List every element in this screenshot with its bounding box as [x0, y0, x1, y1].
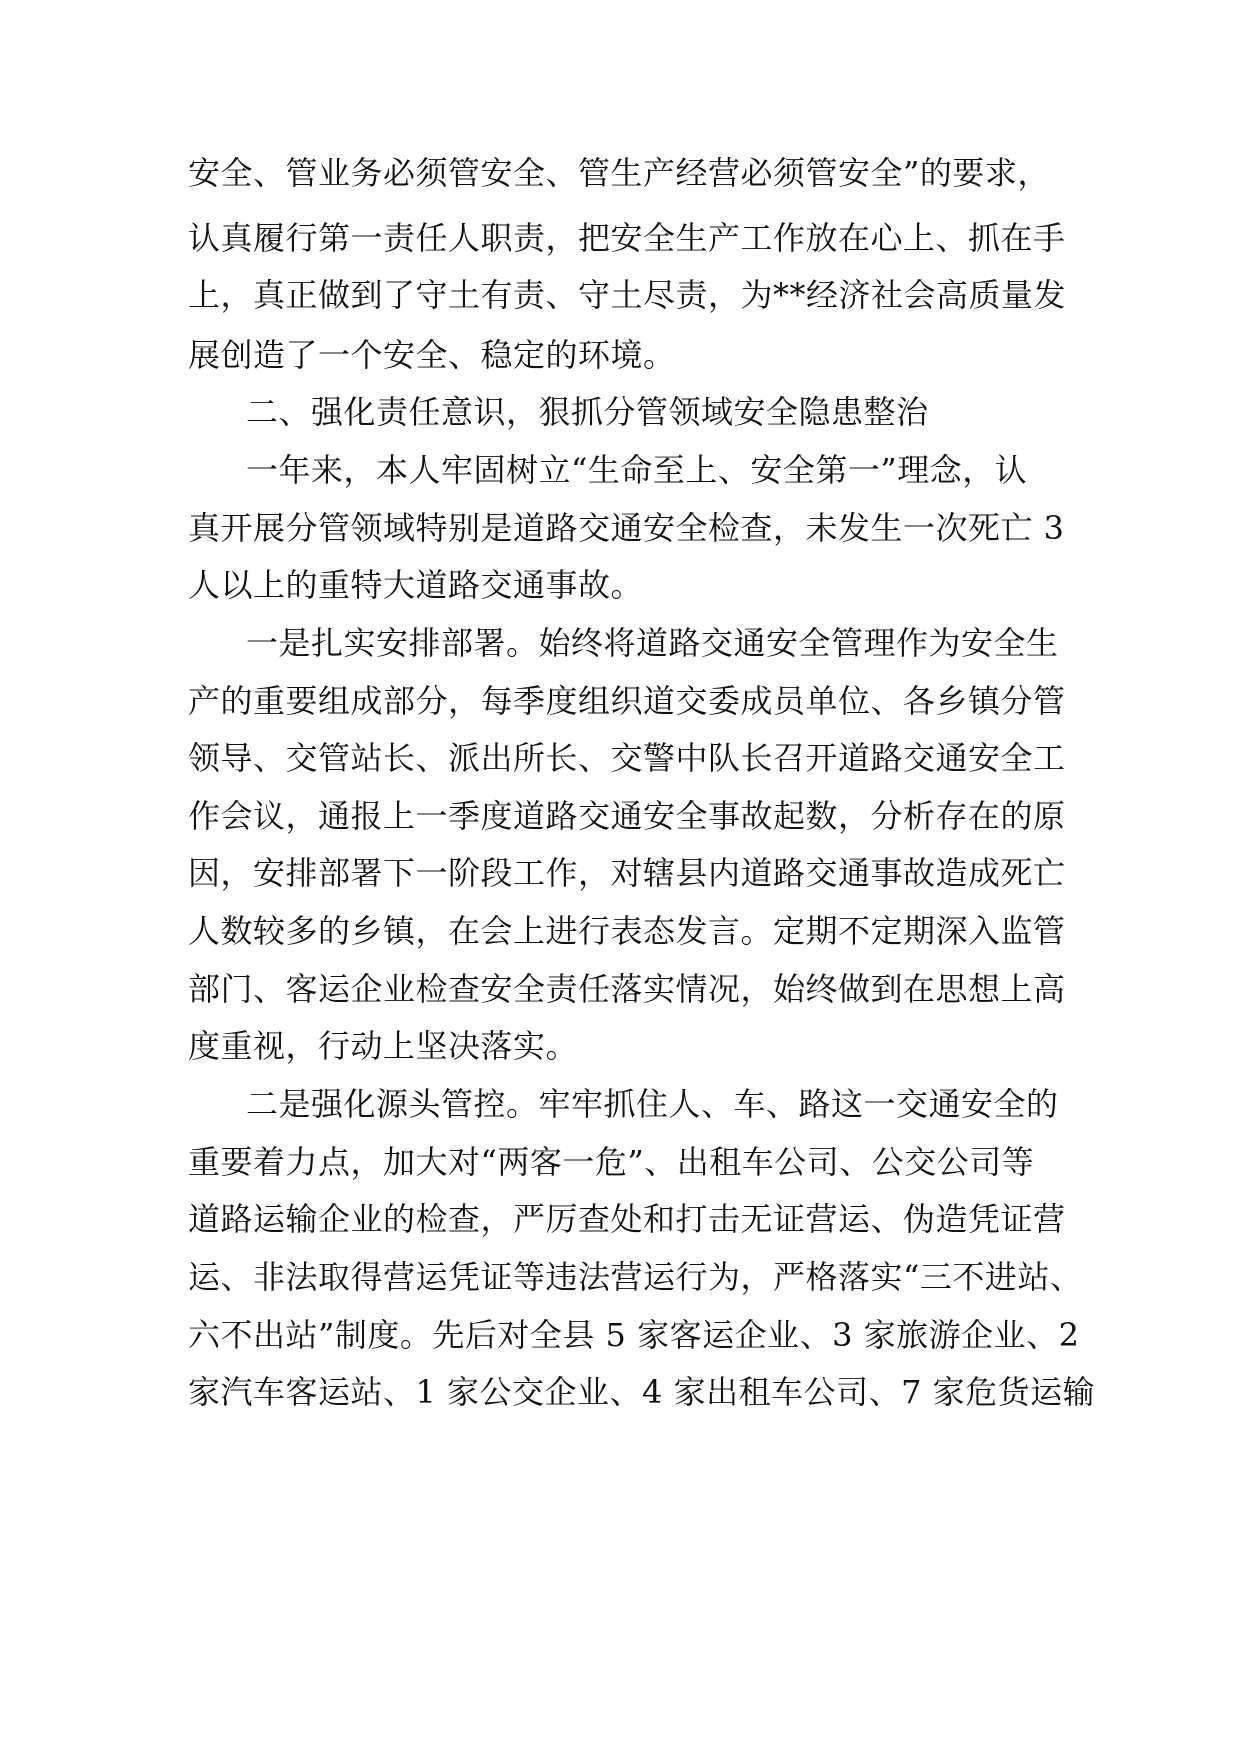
- text-line: 上，真正做到了守土有责、守土尽责，为**经济社会高质量发: [188, 276, 1067, 314]
- text-line: 认真履行第一责任人职责，把安全生产工作放在心上、抓在手: [188, 219, 1066, 257]
- text-line: 人以上的重特大道路交通事故。: [188, 566, 644, 604]
- text-line: 领导、交管站长、派出所长、交警中队长召开道路交通安全工: [188, 739, 1066, 777]
- text-line: 安全、管业务必须管安全、管生产经营必须管安全”的要求，: [188, 154, 1050, 192]
- text-line: 因，安排部署下一阶段工作，对辖县内道路交通事故造成死亡: [188, 854, 1066, 892]
- text-line: 一是扎实安排部署。始终将道路交通安全管理作为安全生: [246, 624, 1059, 662]
- text-line: 二是强化源头管控。牢牢抓住人、车、路这一交通安全的: [246, 1085, 1059, 1123]
- text-line: 一年来，本人牢固树立“生命至上、安全第一”理念，认: [246, 451, 1028, 489]
- text-line: 六不出站”制度。先后对全县 5 家客运企业、3 家旅游企业、2: [188, 1316, 1080, 1354]
- text-line: 人数较多的乡镇，在会上进行表态发言。定期不定期深入监管: [188, 912, 1066, 950]
- text-line: 真开展分管领域特别是道路交通安全检查，未发生一次死亡 3: [188, 509, 1065, 547]
- text-line: 产的重要组成部分，每季度组织道交委成员单位、各乡镇分管: [188, 682, 1066, 720]
- text-line: 部门、客运企业检查安全责任落实情况，始终做到在思想上高: [188, 970, 1066, 1008]
- text-line: 道路运输企业的检查，严厉查处和打击无证营运、伪造凭证营: [188, 1200, 1066, 1238]
- text-line: 运、非法取得营运凭证等违法营运行为，严格落实“三不进站、: [188, 1258, 1083, 1296]
- section-heading: 二、强化责任意识，狠抓分管领域安全隐患整治: [246, 393, 929, 431]
- text-line: 展创造了一个安全、稳定的环境。: [188, 336, 676, 374]
- text-line: 重要着力点，加大对“两客一危”、出租车公司、公交公司等: [188, 1143, 1035, 1181]
- text-line: 度重视，行动上坚决落实。: [188, 1027, 579, 1065]
- text-line: 家汽车客运站、1 家公交企业、4 家出租车公司、7 家危货运输: [188, 1373, 1096, 1411]
- text-line: 作会议，通报上一季度道路交通安全事故起数，分析存在的原: [188, 797, 1066, 835]
